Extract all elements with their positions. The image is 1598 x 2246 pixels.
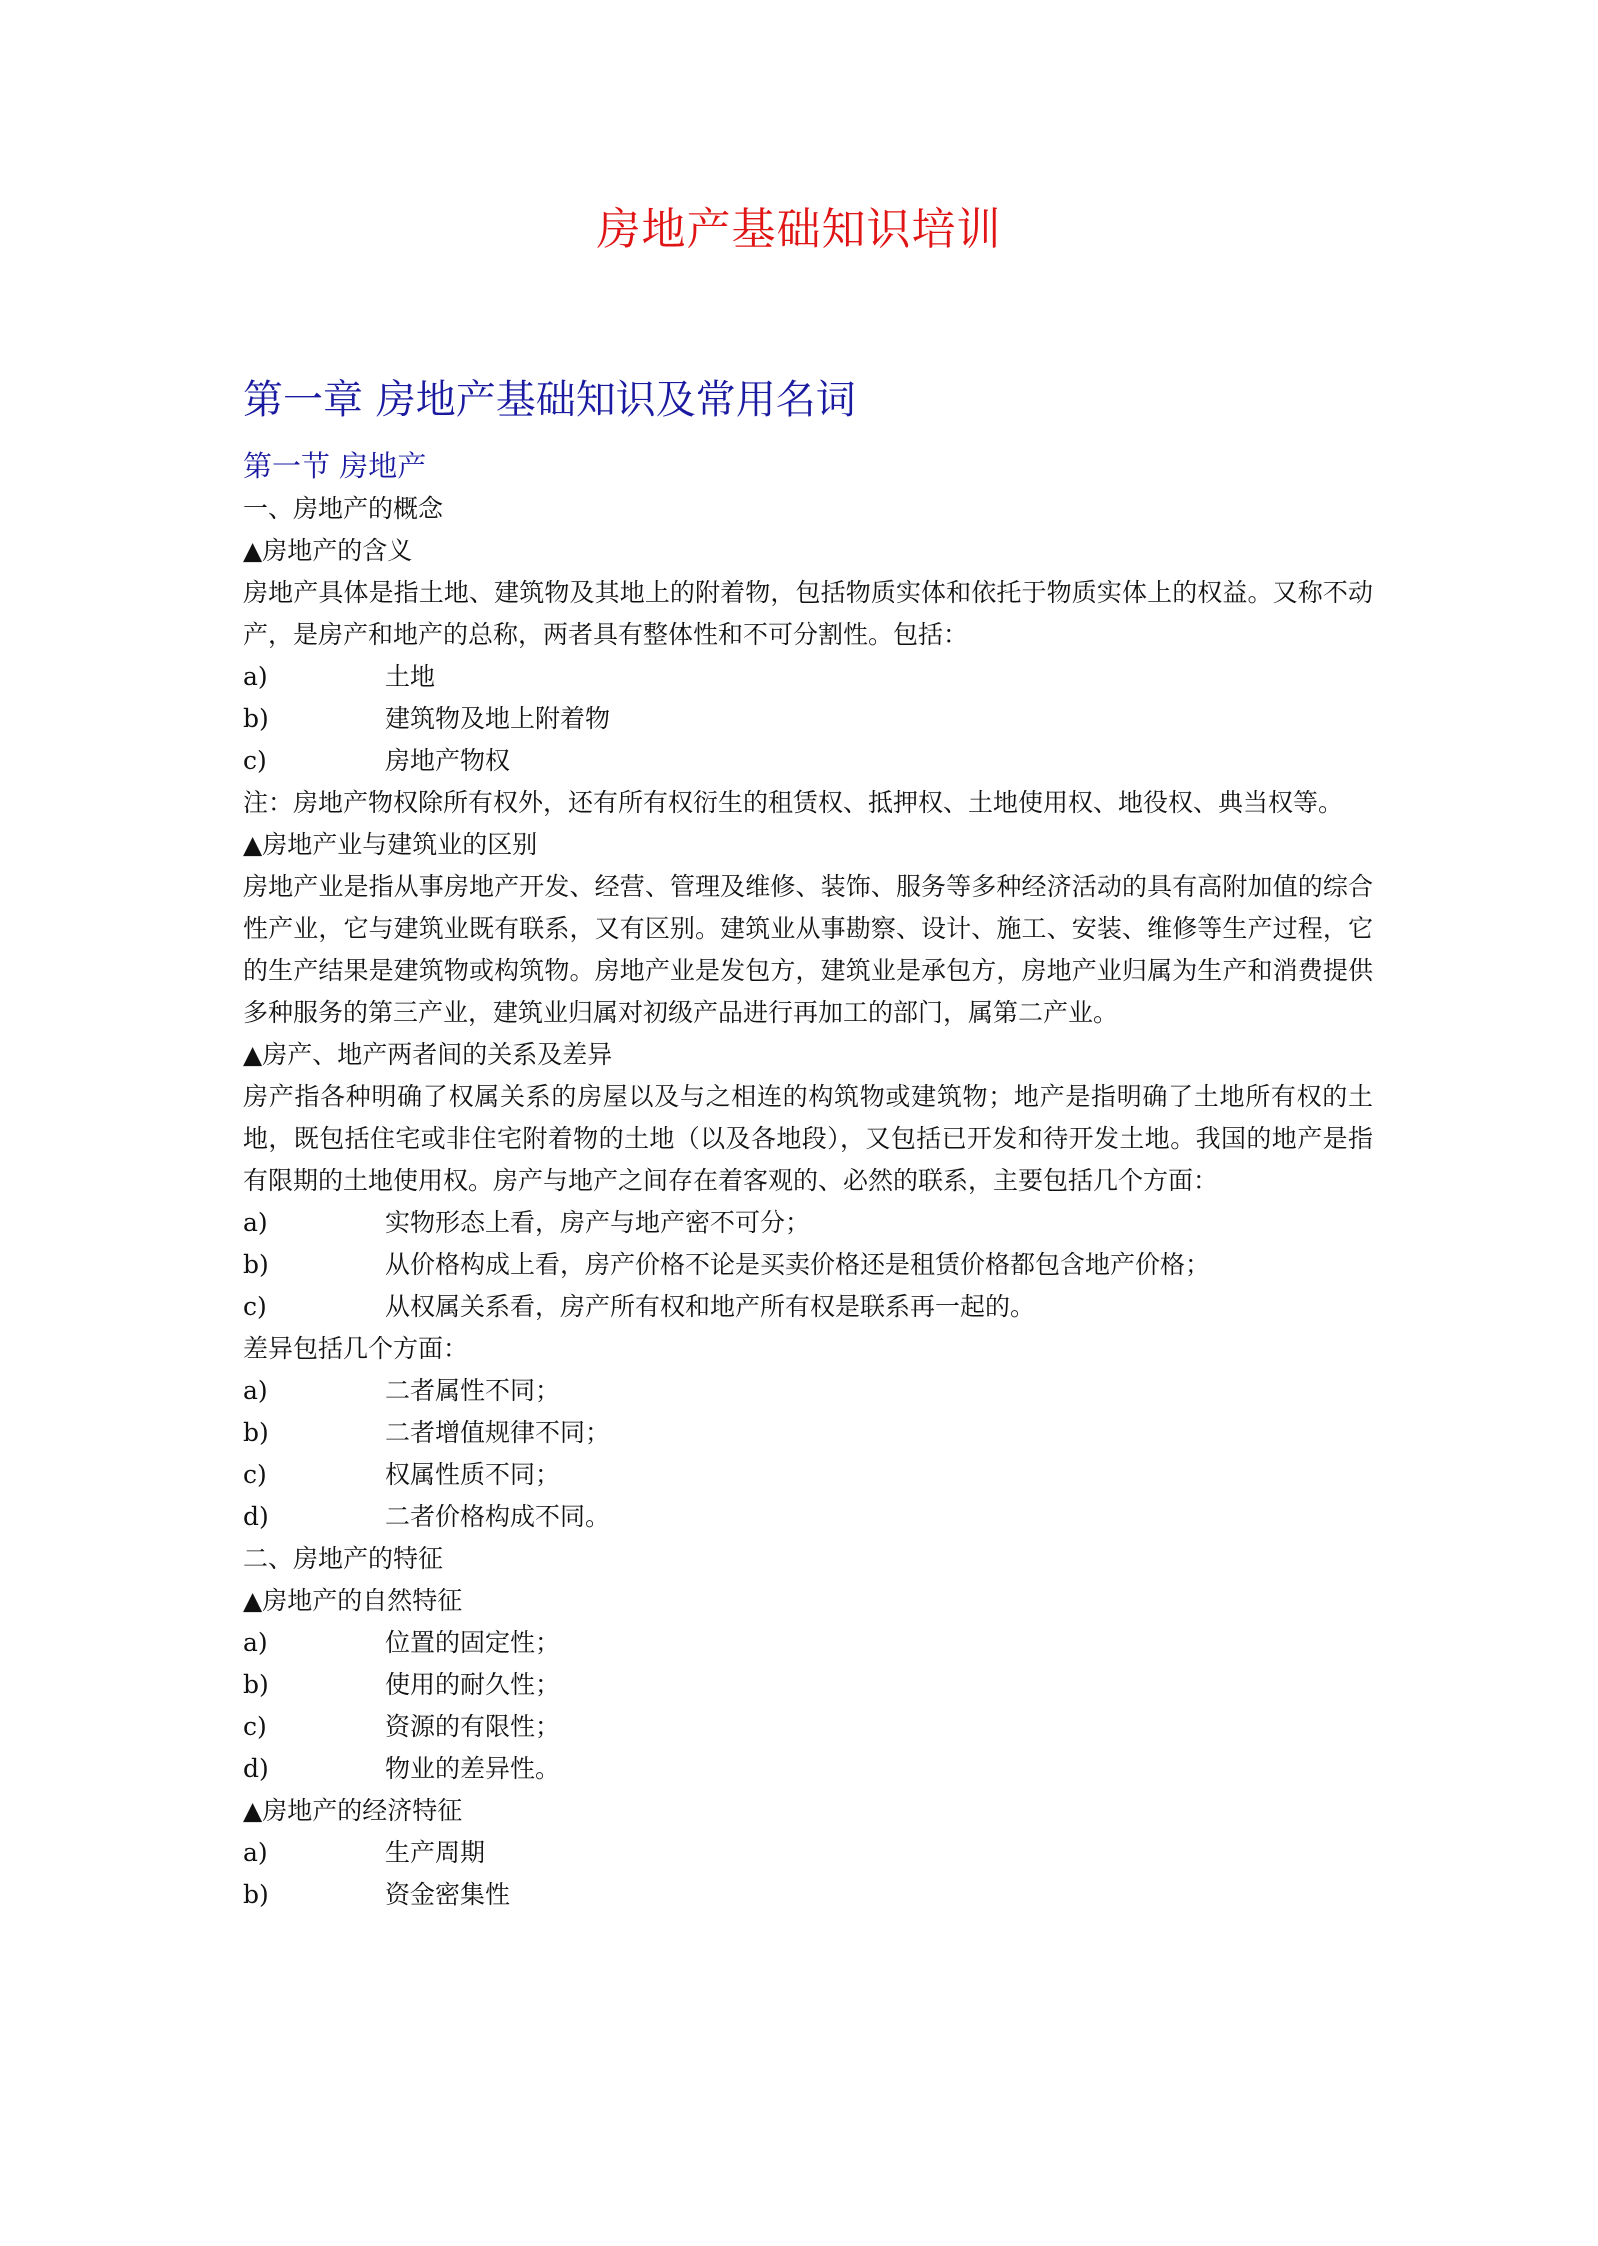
differences-intro: 差异包括几个方面： bbox=[243, 1334, 469, 1363]
list-marker: c) bbox=[243, 746, 267, 775]
list-marker: d) bbox=[243, 1754, 269, 1783]
list-differences bbox=[243, 1370, 1373, 1538]
list-item bbox=[243, 1202, 1373, 1244]
chapter-heading: 第一章 房地产基础知识及常用名词 bbox=[243, 377, 856, 423]
list-marker: a) bbox=[243, 1208, 268, 1237]
topic-economic-features: ▲房地产的经济特征 bbox=[243, 1796, 463, 1825]
list-item bbox=[243, 656, 1373, 698]
paragraph-relationship: 房产指各种明确了权属关系的房屋以及与之相连的构筑物或建筑物；地产是指明确了土地所有权的土地，既包括住宅或非住宅附着物的土地（以及各地段），又包括已开发和待开发土地。我国的地产是指有限期的土地使用权。房产与地产之间存在着客观的、必然的联系，主要包括几个方面： bbox=[243, 1082, 1373, 1195]
list-text: 二者增值规律不同； bbox=[385, 1418, 611, 1447]
list-relationship bbox=[243, 1202, 1373, 1328]
list-marker: b) bbox=[243, 1418, 269, 1447]
list-text: 二者价格构成不同。 bbox=[385, 1502, 611, 1531]
list-text: 从价格构成上看，房产价格不论是买卖价格还是租赁价格都包含地产价格； bbox=[385, 1250, 1211, 1279]
list-text: 权属性质不同； bbox=[385, 1460, 561, 1489]
list-item bbox=[243, 1706, 1373, 1748]
note-paragraph: 注：房地产物权除所有权外，还有所有权衍生的租赁权、抵押权、土地使用权、地役权、典当权等。 bbox=[243, 788, 1344, 817]
list-marker: a) bbox=[243, 1628, 268, 1657]
list-item bbox=[243, 1496, 1373, 1538]
subheading-features: 二、房地产的特征 bbox=[243, 1544, 444, 1573]
topic-relationship: ▲房产、地产两者间的关系及差异 bbox=[243, 1040, 613, 1069]
list-item bbox=[243, 1454, 1373, 1496]
list-text: 生产周期 bbox=[385, 1838, 486, 1867]
list-item bbox=[243, 1370, 1373, 1412]
list-marker: c) bbox=[243, 1292, 267, 1321]
list-marker: a) bbox=[243, 1838, 268, 1867]
document-title: 房地产基础知识培训 bbox=[596, 204, 1002, 255]
list-marker: b) bbox=[243, 1250, 269, 1279]
list-item bbox=[243, 740, 1373, 782]
document-body bbox=[243, 372, 1373, 1916]
list-item bbox=[243, 1244, 1373, 1286]
list-marker: b) bbox=[243, 1670, 269, 1699]
list-text: 二者属性不同； bbox=[385, 1376, 561, 1405]
list-text: 实物形态上看，房产与地产密不可分； bbox=[385, 1208, 811, 1237]
section-heading: 第一节 房地产 bbox=[243, 449, 427, 483]
list-item bbox=[243, 1286, 1373, 1328]
paragraph-industry-difference: 房地产业是指从事房地产开发、经营、管理及维修、装饰、服务等多种经济活动的具有高附加值的综合性产业，它与建筑业既有联系，又有区别。建筑业从事勘察、设计、施工、安装、维修等生产过程，它的生产结果是建筑物或构筑物。房地产业是发包方，建筑业是承包方，房地产业归属为生产和消费提供多种服务的第三产业，建筑业归属对初级产品进行再加工的部门，属第二产业。 bbox=[243, 872, 1373, 1027]
topic-meaning: ▲房地产的含义 bbox=[243, 536, 413, 565]
list-marker: a) bbox=[243, 1376, 268, 1405]
list-economic-features bbox=[243, 1832, 1373, 1916]
list-text: 建筑物及地上附着物 bbox=[385, 704, 611, 733]
paragraph-meaning: 房地产具体是指土地、建筑物及其地上的附着物，包括物质实体和依托于物质实体上的权益。又称不动产，是房产和地产的总称，两者具有整体性和不可分割性。包括： bbox=[243, 578, 1373, 649]
list-marker: c) bbox=[243, 1712, 267, 1741]
list-item bbox=[243, 1832, 1373, 1874]
list-item bbox=[243, 698, 1373, 740]
list-text: 资金密集性 bbox=[385, 1880, 511, 1909]
topic-natural-features: ▲房地产的自然特征 bbox=[243, 1586, 463, 1615]
list-text: 使用的耐久性； bbox=[385, 1670, 561, 1699]
list-item bbox=[243, 1622, 1373, 1664]
list-text: 位置的固定性； bbox=[385, 1628, 561, 1657]
subheading-concept: 一、房地产的概念 bbox=[243, 494, 444, 523]
list-components bbox=[243, 656, 1373, 782]
list-marker: b) bbox=[243, 1880, 269, 1909]
list-text: 资源的有限性； bbox=[385, 1712, 561, 1741]
topic-industry-difference: ▲房地产业与建筑业的区别 bbox=[243, 830, 538, 859]
list-text: 物业的差异性。 bbox=[385, 1754, 561, 1783]
list-item bbox=[243, 1748, 1373, 1790]
list-marker: d) bbox=[243, 1502, 269, 1531]
list-marker: c) bbox=[243, 1460, 267, 1489]
list-item bbox=[243, 1664, 1373, 1706]
list-marker: b) bbox=[243, 704, 269, 733]
list-marker: a) bbox=[243, 662, 268, 691]
list-text: 土地 bbox=[385, 662, 436, 691]
list-item bbox=[243, 1412, 1373, 1454]
list-natural-features bbox=[243, 1622, 1373, 1790]
list-text: 房地产物权 bbox=[385, 746, 511, 775]
list-item bbox=[243, 1874, 1373, 1916]
list-text: 从权属关系看，房产所有权和地产所有权是联系再一起的。 bbox=[385, 1292, 1036, 1321]
